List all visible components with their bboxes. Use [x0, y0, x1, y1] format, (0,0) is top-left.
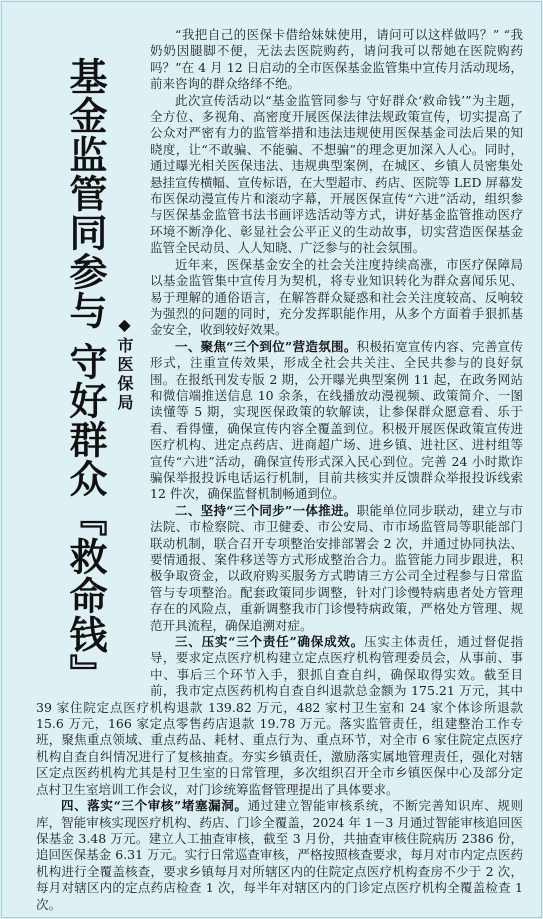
byline-author: 市医保局 — [115, 337, 134, 413]
paragraph-text: 压实主体责任，通过督促指导，要求定点医疗机构建立定点医疗机构管理委员会，从事前、事中、事后三个环节入手，狠抓自查自纠，确保取得实效。截至目前，我市定点医药机构自查自纠退款总金额为 175.21 万元，其中 39 家住院定点医疗机构退款 139.82 万元，482 家村卫生室和 24 家个体诊所退款 15.6 万元，166 家定点零售药店退款 19.78 万元。落实监管责任，组建整治工作专班，聚焦重点领域、重点药品、耗材、重点行为、重点环节，对全市 6 家住院定点医疗机构自查自纠情况进行了复核抽查。夯实乡镇责任，激励落实属地管理责任，强化对辖区定点医药机构尤其是村卫生室的日常管理，多次组织召开全市乡镇医保中心及部分定点村卫生室培训工作会议，对门诊统筹监督管理提出了具体要求。 — [36, 634, 523, 797]
headline-column — [36, 27, 150, 699]
article-headline — [61, 57, 109, 693]
diamond-bullet-icon: ◆ — [115, 315, 134, 337]
paragraph-text: 积极拓宽宣传内容、完善宣传形式，注重宣传效果，形成全社会共关注、全民共参与的良好氛围。在报纸刊发专版 2 期，公开曝光典型案例 11 起，在政务网站和微信端推送信息 10 余条，在线播放动漫视频、政策简介、一图读懂等 5 期，实现医保政策的软解读，让参保群众愿意看、乐于看、看得懂，确保宣传内容全覆盖到位。积极开展医保政策宣传进医疗机构、进定点药店、进商超广场、进乡镇、进社区、进村组等宣传“六进”活动，确保宣传形式深入民心到位。完善 24 小时欺诈骗保举报投诉电话运行机制，目前共核实并反馈群众举报投诉线索 12 件次，确保监督机制畅通到位。 — [150, 338, 523, 502]
section-3-heading: 三、压实“三个责任”确保成效。 — [175, 634, 365, 650]
paragraph-text: 此次宣传活动以“基金监管同参与 守好群众‘救命钱’”为主题，全方位、多视角、高密度开展医保法律法规政策宣传，切实提高了公众对严密有力的监管举措和违法违规使用医保基金司法后果的知晓度，让“不敢骗、不能骗、不想骗”的理念更加深入人心。同时，通过曝光相关医保违法、违规典型案例，在城区、乡镇人员密集处悬挂宣传横幅、宣传标语，在大型超市、药店、医院等 LED 屏幕发布医保动漫宣传片和滚动字幕，开展医保宣传“六进”活动，组织参与医保基金监管书法书画评选活动等方式，讲好基金监管推动医疗环境不断净化、彰显社会公平正义的生动故事，切实营造医保基金监管全民动员、人人知晓、广泛参与的社会氛围。 — [150, 92, 523, 256]
headline-part-1: 基金监管同参与 — [63, 57, 107, 330]
paragraph-text: 通过建立智能审核系统，不断完善知识库、规则库，智能审核实现医疗机构、药店、门诊全覆盖，2024 年 1－3 月通过智能审核追回医保基金 3.48 万元。建立人工抽查审核，截至 3 月份，共抽查审核住院病历 2386 份，追回医保基金 6.31 万元。实行日常巡查审核，严格按照核查要求，每月对市内定点医药机构进行全覆盖核查，要求乡镇每月对所辖区内的住院定点医疗机构查房不少于 2 次，每月对辖区内的定点药店检查 1 次，每半年对辖区内的门诊定点医疗机构全覆盖检查 1 次。 — [36, 798, 523, 912]
section-4-heading: 四、落实“三个审核”堵塞漏洞。 — [61, 798, 248, 814]
headline-part-2: 守好群众『救命钱』 — [63, 342, 107, 693]
section-1-heading: 一、聚焦“三个到位”营造氛围。 — [175, 338, 357, 354]
paragraph-text: “我把自己的医保卡借给妹妹使用，请问可以这样做吗？” “我奶奶因腿脚不便，无法去医院购药，请问我可以帮她在医院购药吗？”在 4 月 12 日启动的全市医保基金监管集中宣传月活动现场，前来咨询的群众络绎不绝。 — [150, 27, 523, 92]
section-4-paragraph — [36, 798, 523, 913]
paragraph-text: 职能单位同步联动，建立与市法院、市检察院、市卫健委、市公安局、市市场监管局等职能部门联动机制，联合召开专项整治安排部署会 2 次，并通过协同执法、要情通报、案件移送等方式形成整治合力。监管能力同步跟进，积极争取资金，以政府购买服务方式聘请三方公司全过程参与日常监管与专项整治。配套政策同步调整，针对门诊慢特病患者处方管理存在的风险点，重新调整我市门诊慢特病政策，严格处方管理、规范开具流程，确保追溯对症。 — [150, 502, 523, 633]
section-2-heading: 二、坚持“三个同步”一体推进。 — [175, 502, 357, 518]
paragraph-text: 近年来，医保基金安全的社会关注度持续高涨，市医疗保障局以基金监管集中宣传月为契机，将专业知识转化为群众喜闻乐见、易于理解的通俗语言，在解答群众疑惑和社会关注度较高、反响较为强烈的问题的同时，充分发挥职能作用，从多个方面着手狠抓基金安全，收到较好效果。 — [150, 256, 523, 338]
article — [36, 27, 523, 913]
byline — [114, 315, 134, 413]
